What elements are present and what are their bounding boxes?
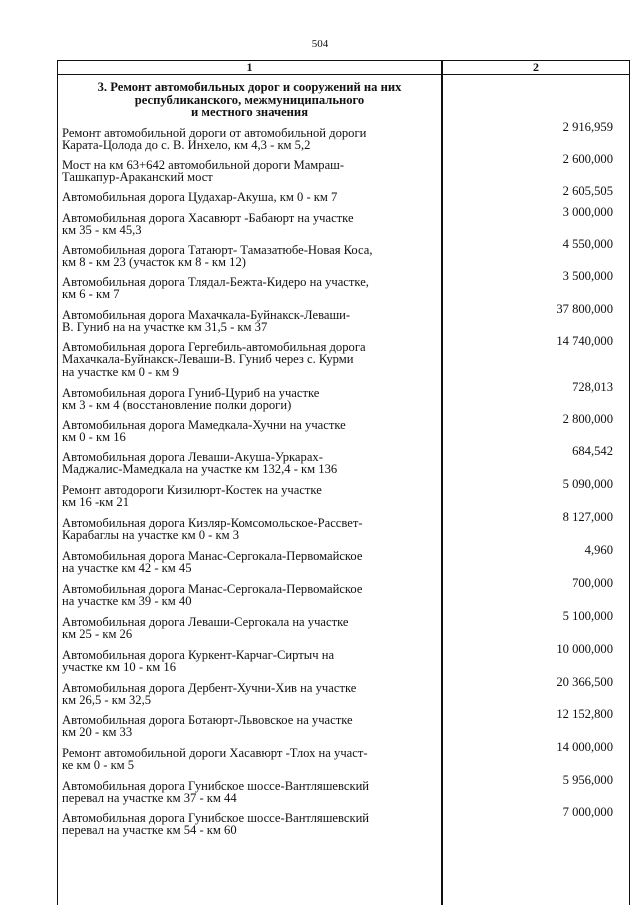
road-name xyxy=(62,191,440,203)
road-name-line: Маджалис-Мамедкала на участке км 132,4 - км 136 xyxy=(62,462,338,477)
road-name-line: Автомобильная дорога Мамедкала-Хучни на участке xyxy=(62,418,346,432)
amount-value: 684,542 xyxy=(572,444,613,458)
road-name xyxy=(62,780,440,805)
road-name xyxy=(62,127,440,152)
road-name xyxy=(62,616,440,641)
road-name-line: км 35 - км 45,3 xyxy=(62,223,142,238)
road-name xyxy=(62,812,440,837)
road-name xyxy=(62,714,440,739)
road-name-line: км 25 - км 26 xyxy=(62,627,133,642)
table-header-row xyxy=(58,60,629,75)
road-name-line: Автомобильная дорога Кизляр-Комсомольское-Рассвет- xyxy=(62,516,363,530)
road-name xyxy=(62,387,440,412)
amount-value: 20 366,500 xyxy=(556,675,613,689)
road-name-line: В. Гуниб на на участке км 31,5 - км 37 xyxy=(62,320,268,335)
road-name-line: Автомобильная дорога Гунибское шоссе-Вантляшевский xyxy=(62,811,370,825)
road-name-line: Автомобильная дорога Гуниб-Цуриб на участке xyxy=(62,386,320,400)
road-name-line: Автомобильная дорога Цудахар-Акуша, км 0 - км 7 xyxy=(62,190,338,204)
road-name xyxy=(62,649,440,674)
amount-value: 700,000 xyxy=(572,576,613,590)
road-name xyxy=(62,419,440,444)
road-name xyxy=(62,341,440,378)
amount-value: 4 550,000 xyxy=(562,237,613,251)
road-name-line: Автомобильная дорога Манас-Сергокала-Первомайское xyxy=(62,549,363,563)
road-name-line: Махачкала-Буйнакск-Леваши-В. Гуниб через с. Курми xyxy=(62,352,354,367)
road-name xyxy=(62,244,440,269)
road-name-line: км 0 - км 16 xyxy=(62,430,126,445)
column-2-header: 2 xyxy=(533,60,539,74)
road-name xyxy=(62,517,440,542)
road-name-line: Автомобильная дорога Манас-Сергокала-Первомайское xyxy=(62,582,363,596)
amount-value: 3 000,000 xyxy=(562,205,613,219)
road-name-line: на участке км 42 - км 45 xyxy=(62,561,192,576)
road-name-line: Карата-Цолода до с. В. Инхело, км 4,3 - км 5,2 xyxy=(62,138,311,153)
road-name xyxy=(62,484,440,509)
road-name-line: Автомобильная дорога Куркент-Карчаг-Сиртыч на xyxy=(62,648,335,662)
page-number: 504 xyxy=(311,38,329,50)
road-name-line: км 16 -км 21 xyxy=(62,495,130,510)
road-name-line: Ремонт автомобильной дороги Хасавюрт -Тлох на участ- xyxy=(62,746,368,760)
road-name xyxy=(62,682,440,707)
road-name-line: Автомобильная дорога Махачкала-Буйнакск-Леваши- xyxy=(62,308,351,322)
amount-value: 728,013 xyxy=(572,380,613,394)
section-title-line: 3. Ремонт автомобильных дорог и сооружений на них xyxy=(97,80,402,94)
road-name-line: перевал на участке км 54 - км 60 xyxy=(62,823,237,838)
amount-value: 8 127,000 xyxy=(562,510,613,524)
amount-value: 2 916,959 xyxy=(562,120,613,134)
road-name xyxy=(62,212,440,237)
road-name-line: Автомобильная дорога Ботаюрт-Львовское на участке xyxy=(62,713,353,727)
road-name xyxy=(62,276,440,301)
amount-value: 14 740,000 xyxy=(556,334,613,348)
amount-value: 5 100,000 xyxy=(562,609,613,623)
amount-value: 37 800,000 xyxy=(556,302,613,316)
road-name-line: Автомобильная дорога Леваши-Акуша-Уркарах- xyxy=(62,450,323,464)
road-name-line: перевал на участке км 37 - км 44 xyxy=(62,791,237,806)
road-name-line: Ташкапур-Араканский мост xyxy=(62,170,213,185)
road-name xyxy=(62,583,440,608)
amount-value: 5 956,000 xyxy=(562,773,613,787)
amount-value: 2 600,000 xyxy=(562,152,613,166)
road-name-line: км 8 - км 23 (участок км 8 - км 12) xyxy=(62,255,246,270)
section-title-line: республиканского, межмуниципального xyxy=(134,92,365,107)
road-name-line: Ремонт автомобильной дороги от автомобильной дороги xyxy=(62,126,367,140)
amount-value: 3 500,000 xyxy=(562,269,613,283)
road-name xyxy=(62,747,440,772)
road-name-line: км 26,5 - км 32,5 xyxy=(62,693,152,708)
column-1-header: 1 xyxy=(246,60,253,74)
amount-value: 4,960 xyxy=(584,543,613,557)
road-name-line: Карабаглы на участке км 0 - км 3 xyxy=(62,528,240,543)
road-name xyxy=(62,309,440,334)
road-name-line: ке км 0 - км 5 xyxy=(62,758,135,773)
road-name-line: км 6 - км 7 xyxy=(62,287,120,302)
section-title xyxy=(58,81,441,119)
amount-value: 14 000,000 xyxy=(556,740,613,754)
budget-table xyxy=(57,60,630,905)
road-name-line: Автомобильная дорога Гунибское шоссе-Вантляшевский xyxy=(62,779,370,793)
road-name-line: Ремонт автодороги Кизилюрт-Костек на участке xyxy=(62,483,322,497)
road-name-line: Автомобильная дорога Тлядал-Бежта-Кидеро на участке, xyxy=(62,275,369,289)
road-name-line: Автомобильная дорога Леваши-Сергокала на участке xyxy=(62,615,349,629)
road-name-line: на участке км 39 - км 40 xyxy=(62,594,192,609)
road-name-line: Автомобильная дорога Татаюрт- Тамазатюбе-Новая Коса, xyxy=(62,243,373,257)
road-name-line: км 3 - км 4 (восстановление полки дороги) xyxy=(62,398,292,413)
road-name-line: участке км 10 - км 16 xyxy=(62,660,177,675)
amount-value: 5 090,000 xyxy=(562,477,613,491)
amount-value: 12 152,800 xyxy=(556,707,613,721)
road-name-line: Автомобильная дорога Гергебиль-автомобильная дорога xyxy=(62,340,366,354)
amount-value: 2 605,505 xyxy=(562,184,613,198)
road-name-line: Мост на км 63+642 автомобильной дороги Мамраш- xyxy=(62,158,345,172)
road-name xyxy=(62,451,440,476)
road-name-line: на участке км 0 - км 9 xyxy=(62,364,179,379)
amount-value: 7 000,000 xyxy=(562,805,613,819)
road-name xyxy=(62,159,440,184)
amount-value: 2 800,000 xyxy=(562,412,613,426)
road-name-line: Автомобильная дорога Хасавюрт -Бабаюрт на участке xyxy=(62,211,354,225)
section-title-line: и местного значения xyxy=(190,105,309,119)
amount-value: 10 000,000 xyxy=(556,642,613,656)
road-name-line: Автомобильная дорога Дербент-Хучни-Хив на участке xyxy=(62,681,357,695)
column-divider xyxy=(441,60,443,905)
road-name-line: км 20 - км 33 xyxy=(62,725,133,740)
road-name xyxy=(62,550,440,575)
